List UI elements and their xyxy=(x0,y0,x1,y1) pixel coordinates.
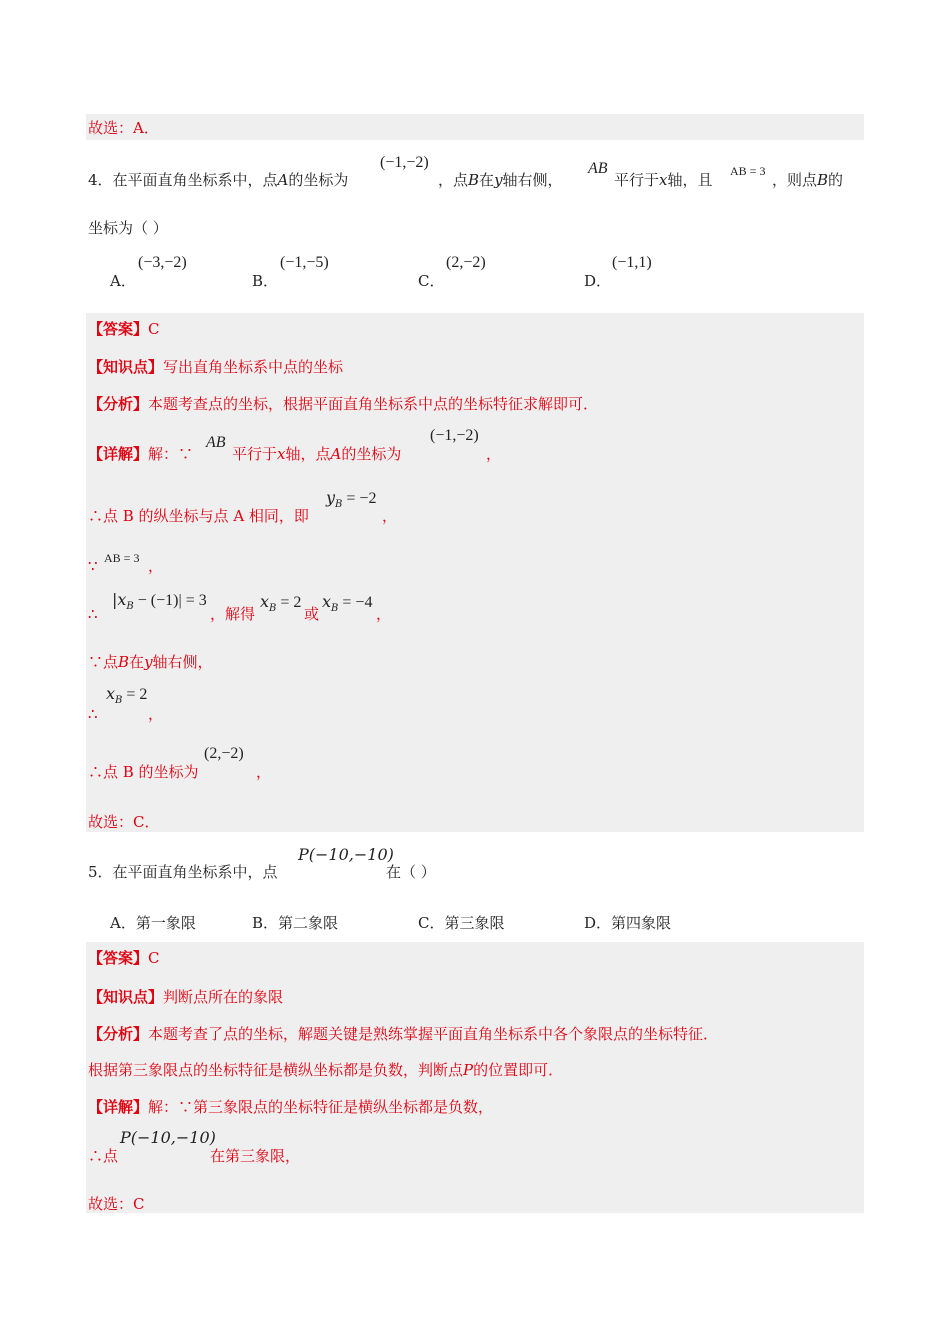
equation-value: = 2 xyxy=(122,686,148,703)
detail-tag: 【详解】 xyxy=(88,1098,149,1116)
q4-detail-line5 xyxy=(88,652,213,672)
q4-stem-line1c xyxy=(614,170,713,190)
q4-option-a-label: A． xyxy=(110,272,136,290)
q5-detail-line2: ∴点 xyxy=(88,1147,119,1165)
point-a-label: A xyxy=(330,445,342,463)
subscript-b: B xyxy=(115,695,123,707)
q4-stem-text: ，点 xyxy=(438,171,469,189)
q4-detail-x2 xyxy=(322,592,372,614)
q4-option-c-label: C． xyxy=(418,272,445,290)
option-value: 第三象限 xyxy=(444,914,505,932)
x-variable: x xyxy=(260,592,270,611)
point-p-coord: P(−10,−10) xyxy=(298,845,394,864)
q4-stem-text: 轴右侧， xyxy=(502,171,563,189)
q4-detail-xb-eq xyxy=(106,684,147,706)
x-variable: x xyxy=(322,592,332,611)
q5-option-d xyxy=(584,912,671,933)
q5-analysis-line2 xyxy=(88,1060,563,1080)
detail-text: 解：∵第三象限点的坐标特征是横纵坐标都是负数， xyxy=(148,1098,494,1116)
equation-value: = −4 xyxy=(338,594,373,611)
detail-tag: 【详解】 xyxy=(88,445,149,463)
q3-conclusion: 故选：A． xyxy=(88,119,159,137)
q4-stem-text: 平行于 xyxy=(614,171,660,189)
analysis-text: 的位置即可． xyxy=(473,1061,564,1079)
equation-value: = −2 xyxy=(342,490,377,507)
option-label: C． xyxy=(418,914,445,932)
point-b-label: B xyxy=(118,653,130,671)
q5-stem-end: 在（ ） xyxy=(386,863,436,881)
answer-tag: 【答案】 xyxy=(88,949,149,967)
q4-option-d-label: D． xyxy=(584,272,612,290)
q4-detail-ab: AB xyxy=(206,434,226,451)
option-value: 第二象限 xyxy=(278,914,339,932)
q4-knowledge xyxy=(88,357,343,377)
analysis-tag: 【分析】 xyxy=(88,395,149,413)
q5-conclusion: 故选：C xyxy=(88,1195,145,1213)
knowledge-tag: 【知识点】 xyxy=(88,358,164,376)
detail-text: 的坐标为 xyxy=(341,445,402,463)
q5-option-c xyxy=(418,912,505,933)
q4-detail-line1b xyxy=(232,444,401,464)
q4-detail-comma: ， xyxy=(256,763,272,781)
q4-detail-coord: (−1,−2) xyxy=(430,427,479,444)
q4-stem-text: 的坐标为 xyxy=(288,171,349,189)
q4-coord-a: (−1,−2) xyxy=(380,154,429,171)
q4-detail-comma: ， xyxy=(382,507,398,525)
q4-stem-text: 的 xyxy=(828,171,844,189)
q4-detail-ab-eq: AB = 3 xyxy=(104,551,140,565)
q4-stem-text: 在 xyxy=(479,171,495,189)
answer-value: C xyxy=(148,320,160,338)
q4-detail-comma: ， xyxy=(486,445,502,463)
q5-stem: 5．在平面直角坐标系中，点 xyxy=(88,863,278,881)
q4-solution-band xyxy=(86,313,864,832)
option-value: 第四象限 xyxy=(611,914,672,932)
knowledge-tag: 【知识点】 xyxy=(88,988,164,1006)
q4-stem-line1b xyxy=(438,170,563,190)
detail-text: 在 xyxy=(129,653,145,671)
q4-answer xyxy=(88,319,160,339)
q4-stem-line1d xyxy=(772,170,843,190)
q4-detail-comma: ， xyxy=(376,605,392,623)
q5-analysis xyxy=(88,1024,718,1044)
q4-detail-coord-b: (2,−2) xyxy=(204,745,244,762)
point-p-coord: P(−10,−10) xyxy=(120,1128,216,1147)
q4-detail-or: 或 xyxy=(304,605,320,623)
q4-stem-line2: 坐标为（ ） xyxy=(88,219,168,237)
q4-detail-line7: ∴点 B 的坐标为 xyxy=(88,763,199,781)
knowledge-text: 判断点所在的象限 xyxy=(163,988,284,1006)
q5-detail-line1 xyxy=(88,1097,493,1117)
subscript-b: B xyxy=(126,601,134,613)
q4-detail-comma: ， xyxy=(148,557,164,575)
q4-detail-x1 xyxy=(260,592,301,614)
q3-solution-band xyxy=(86,114,864,140)
knowledge-text: 写出直角坐标系中点的坐标 xyxy=(163,358,344,376)
q4-detail-comma: ， xyxy=(148,705,164,723)
option-label: D． xyxy=(584,914,612,932)
option-label: A． xyxy=(110,914,136,932)
y-axis-label: y xyxy=(494,171,503,189)
q4-conclusion: 故选：C． xyxy=(88,813,160,831)
detail-text: ∵点 xyxy=(88,653,119,671)
detail-text: 轴右侧， xyxy=(152,653,213,671)
q4-stem-line1 xyxy=(88,170,348,190)
answer-tag: 【答案】 xyxy=(88,320,149,338)
q4-detail-solve: ，解得 xyxy=(210,605,256,623)
q4-detail-yb-eq xyxy=(326,488,376,510)
analysis-tag: 【分析】 xyxy=(88,1025,149,1043)
q4-detail-line3: ∵ xyxy=(88,557,98,575)
analysis-text: 根据第三象限点的坐标特征是横纵坐标都是负数，判断点 xyxy=(88,1061,464,1079)
q5-option-a xyxy=(110,912,196,933)
equation-value: − (−1)| = 3 xyxy=(133,592,207,609)
q5-detail-line2b: 在第三象限， xyxy=(210,1147,301,1165)
detail-text: 解：∵ xyxy=(148,445,194,463)
q4-detail-line4: ∴ xyxy=(88,605,98,623)
point-p-label: P xyxy=(463,1061,474,1079)
x-axis-label: x xyxy=(659,171,668,189)
subscript-b: B xyxy=(335,499,343,511)
y-axis-label: y xyxy=(144,653,153,671)
point-a-label: A xyxy=(277,171,289,189)
q5-detail-point-p xyxy=(120,1128,216,1148)
answer-value: C xyxy=(148,949,160,967)
q4-ab-eq: AB = 3 xyxy=(730,164,766,178)
q4-detail-line1 xyxy=(88,444,193,464)
subscript-b: B xyxy=(331,603,339,615)
q4-option-d-value: (−1,1) xyxy=(612,254,652,271)
q4-option-b-value: (−1,−5) xyxy=(280,254,329,271)
x-axis-label: x xyxy=(277,445,286,463)
abs-variable: |x xyxy=(112,590,127,609)
q4-stem-text: ，则点 xyxy=(772,171,818,189)
point-b-label: B xyxy=(817,171,829,189)
detail-text: 轴，点 xyxy=(285,445,331,463)
q4-detail-abs-eq xyxy=(112,590,207,612)
x-variable: x xyxy=(106,684,116,703)
q5-option-b xyxy=(252,912,338,933)
q4-option-b-label: B． xyxy=(252,272,279,290)
q5-knowledge xyxy=(88,987,283,1007)
analysis-text: 本题考查点的坐标，根据平面直角坐标系中点的坐标特征求解即可． xyxy=(148,395,599,413)
y-variable: y xyxy=(326,488,336,507)
equation-value: = 2 xyxy=(276,594,302,611)
q5-point-p xyxy=(298,845,394,865)
q4-stem-text: 4．在平面直角坐标系中，点 xyxy=(88,171,278,189)
q4-ab-label: AB xyxy=(588,160,608,177)
detail-text: 平行于 xyxy=(232,445,278,463)
q4-stem-text: 轴，且 xyxy=(667,171,713,189)
option-label: B． xyxy=(252,914,279,932)
q4-analysis xyxy=(88,394,598,414)
analysis-text: 本题考查了点的坐标，解题关键是熟练掌握平面直角坐标系中各个象限点的坐标特征． xyxy=(148,1025,719,1043)
q4-option-c-value: (2,−2) xyxy=(446,254,486,271)
q4-detail-line2: ∴点 B 的纵坐标与点 A 相同，即 xyxy=(88,507,309,525)
point-b-label: B xyxy=(468,171,480,189)
option-value: 第一象限 xyxy=(135,914,196,932)
subscript-b: B xyxy=(269,603,277,615)
q4-option-a-value: (−3,−2) xyxy=(138,254,187,271)
q4-detail-line6: ∴ xyxy=(88,705,98,723)
q5-answer xyxy=(88,948,160,968)
